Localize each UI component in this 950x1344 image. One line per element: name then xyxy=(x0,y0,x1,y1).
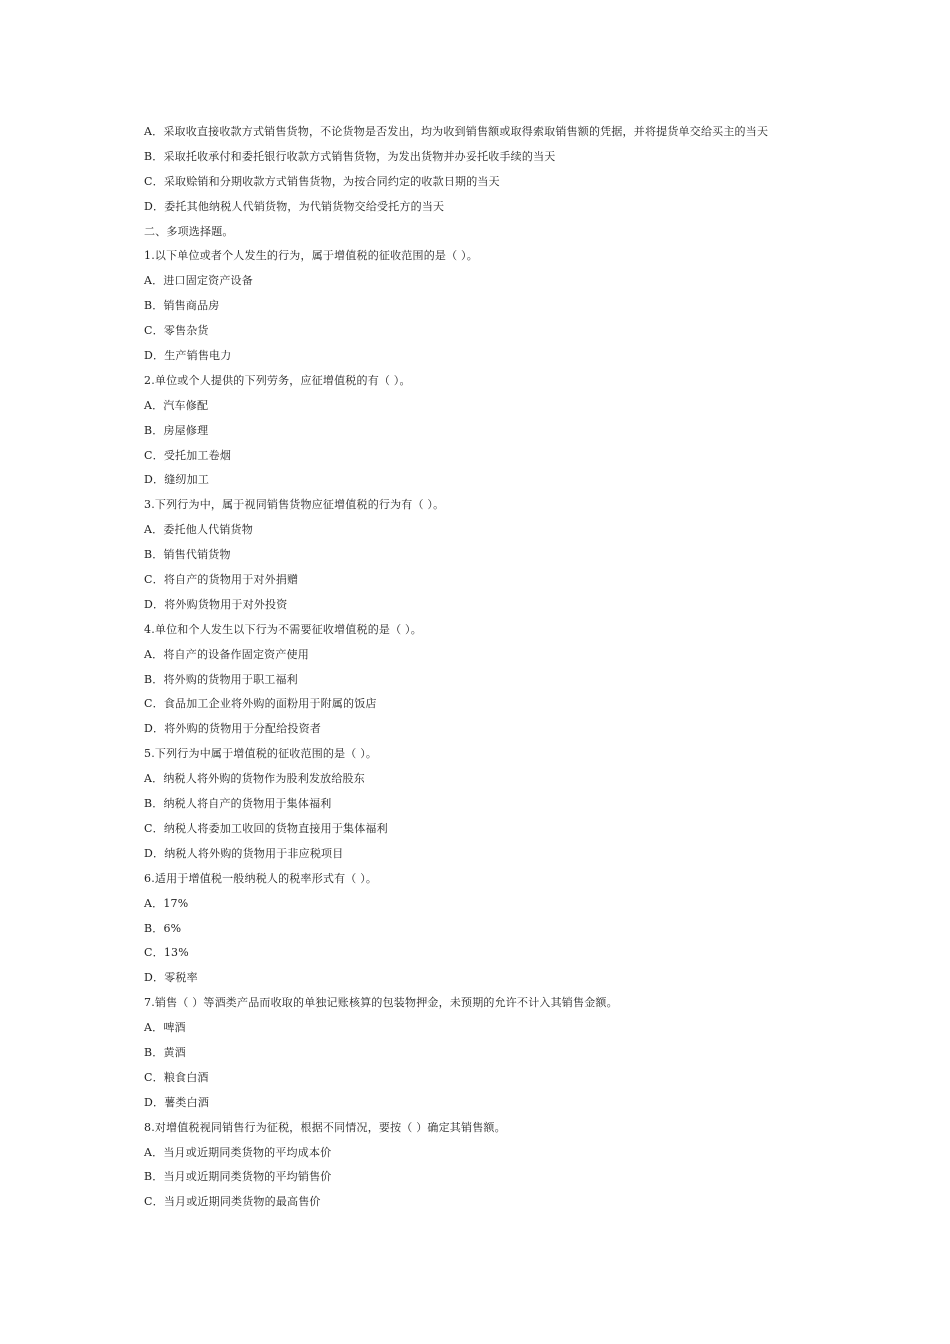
option-line: A．纳税人将外购的货物作为股利发放给股东 xyxy=(144,772,365,786)
option-line: D．缝纫加工 xyxy=(144,473,210,487)
option-line: C．13% xyxy=(144,946,189,960)
option-line: C．将自产的货物用于对外捐赠 xyxy=(144,573,299,587)
option-line: D．将外购的货物用于分配给投资者 xyxy=(144,722,322,736)
option-line: C．食品加工企业将外购的面粉用于附属的饭店 xyxy=(144,697,377,711)
option-line: A．将自产的设备作固定资产使用 xyxy=(144,647,309,661)
option-line: B．纳税人将自产的货物用于集体福利 xyxy=(144,797,332,811)
option-line: A．委托他人代销货物 xyxy=(144,523,253,537)
question-6: 6.适用于增值税一般纳税人的税率形式有（ ）。 xyxy=(144,871,378,885)
option-line: D．纳税人将外购的货物用于非应税项目 xyxy=(144,846,344,860)
option-line: B．销售代销货物 xyxy=(144,548,231,562)
option-line: A．17% xyxy=(144,896,189,910)
option-line: A．汽车修配 xyxy=(144,398,209,412)
option-line: C．采取赊销和分期收款方式销售货物，为按合同约定的收款日期的当天 xyxy=(144,174,500,188)
option-line: D．生产销售电力 xyxy=(144,349,232,363)
question-7: 7.销售（ ）等酒类产品而收取的单独记账核算的包装物押金，未预期的允许不计入其销售金额。 xyxy=(144,996,618,1010)
option-line: A．采取收直接收款方式销售货物，不论货物是否发出，均为收到销售额或取得索取销售额的凭据，并将提货单交给买主的当天 xyxy=(144,125,769,138)
option-line: C．纳税人将委加工收回的货物直接用于集体福利 xyxy=(144,821,388,835)
question-3: 3.下列行为中，属于视同销售货物应征增值税的行为有（ ）。 xyxy=(144,498,445,512)
option-line: C．受托加工卷烟 xyxy=(144,448,232,462)
document-body xyxy=(144,124,844,1219)
option-line: A．当月或近期同类货物的平均成本价 xyxy=(144,1145,332,1159)
question-1: 1.以下单位或者个人发生的行为，属于增值税的征收范围的是（ ）。 xyxy=(144,249,478,263)
option-line: D．委托其他纳税人代销货物，为代销货物交给受托方的当天 xyxy=(144,199,445,213)
option-line: B．将外购的货物用于职工福利 xyxy=(144,672,298,686)
option-line: C．零售杂货 xyxy=(144,324,209,338)
option-line: B．当月或近期同类货物的平均销售价 xyxy=(144,1170,332,1184)
question-8: 8.对增值税视同销售行为征税，根据不同情况，要按（ ）确定其销售额。 xyxy=(144,1120,506,1134)
option-line: C．当月或近期同类货物的最高售价 xyxy=(144,1195,321,1209)
option-line: B．销售商品房 xyxy=(144,299,220,313)
option-line: B．房屋修理 xyxy=(144,423,209,437)
option-line: A．啤酒 xyxy=(144,1021,186,1035)
question-2: 2.单位或个人提供的下列劳务，应征增值税的有（ ）。 xyxy=(144,373,411,387)
question-4: 4.单位和个人发生以下行为不需要征收增值税的是（ ）。 xyxy=(144,622,422,636)
option-line: C．粮食白酒 xyxy=(144,1070,209,1084)
option-line: B．采取托收承付和委托银行收款方式销售货物，为发出货物并办妥托收手续的当天 xyxy=(144,149,556,163)
option-line: B．黄酒 xyxy=(144,1045,186,1059)
option-line: A．进口固定资产设备 xyxy=(144,274,253,288)
question-5: 5.下列行为中属于增值税的征收范围的是（ ）。 xyxy=(144,747,378,761)
option-line: D．薯类白酒 xyxy=(144,1095,210,1109)
option-line: D．将外购货物用于对外投资 xyxy=(144,597,288,611)
option-line: B．6% xyxy=(144,921,182,935)
section-heading: 二、多项选择题。 xyxy=(144,224,234,238)
option-line: D．零税率 xyxy=(144,971,198,985)
